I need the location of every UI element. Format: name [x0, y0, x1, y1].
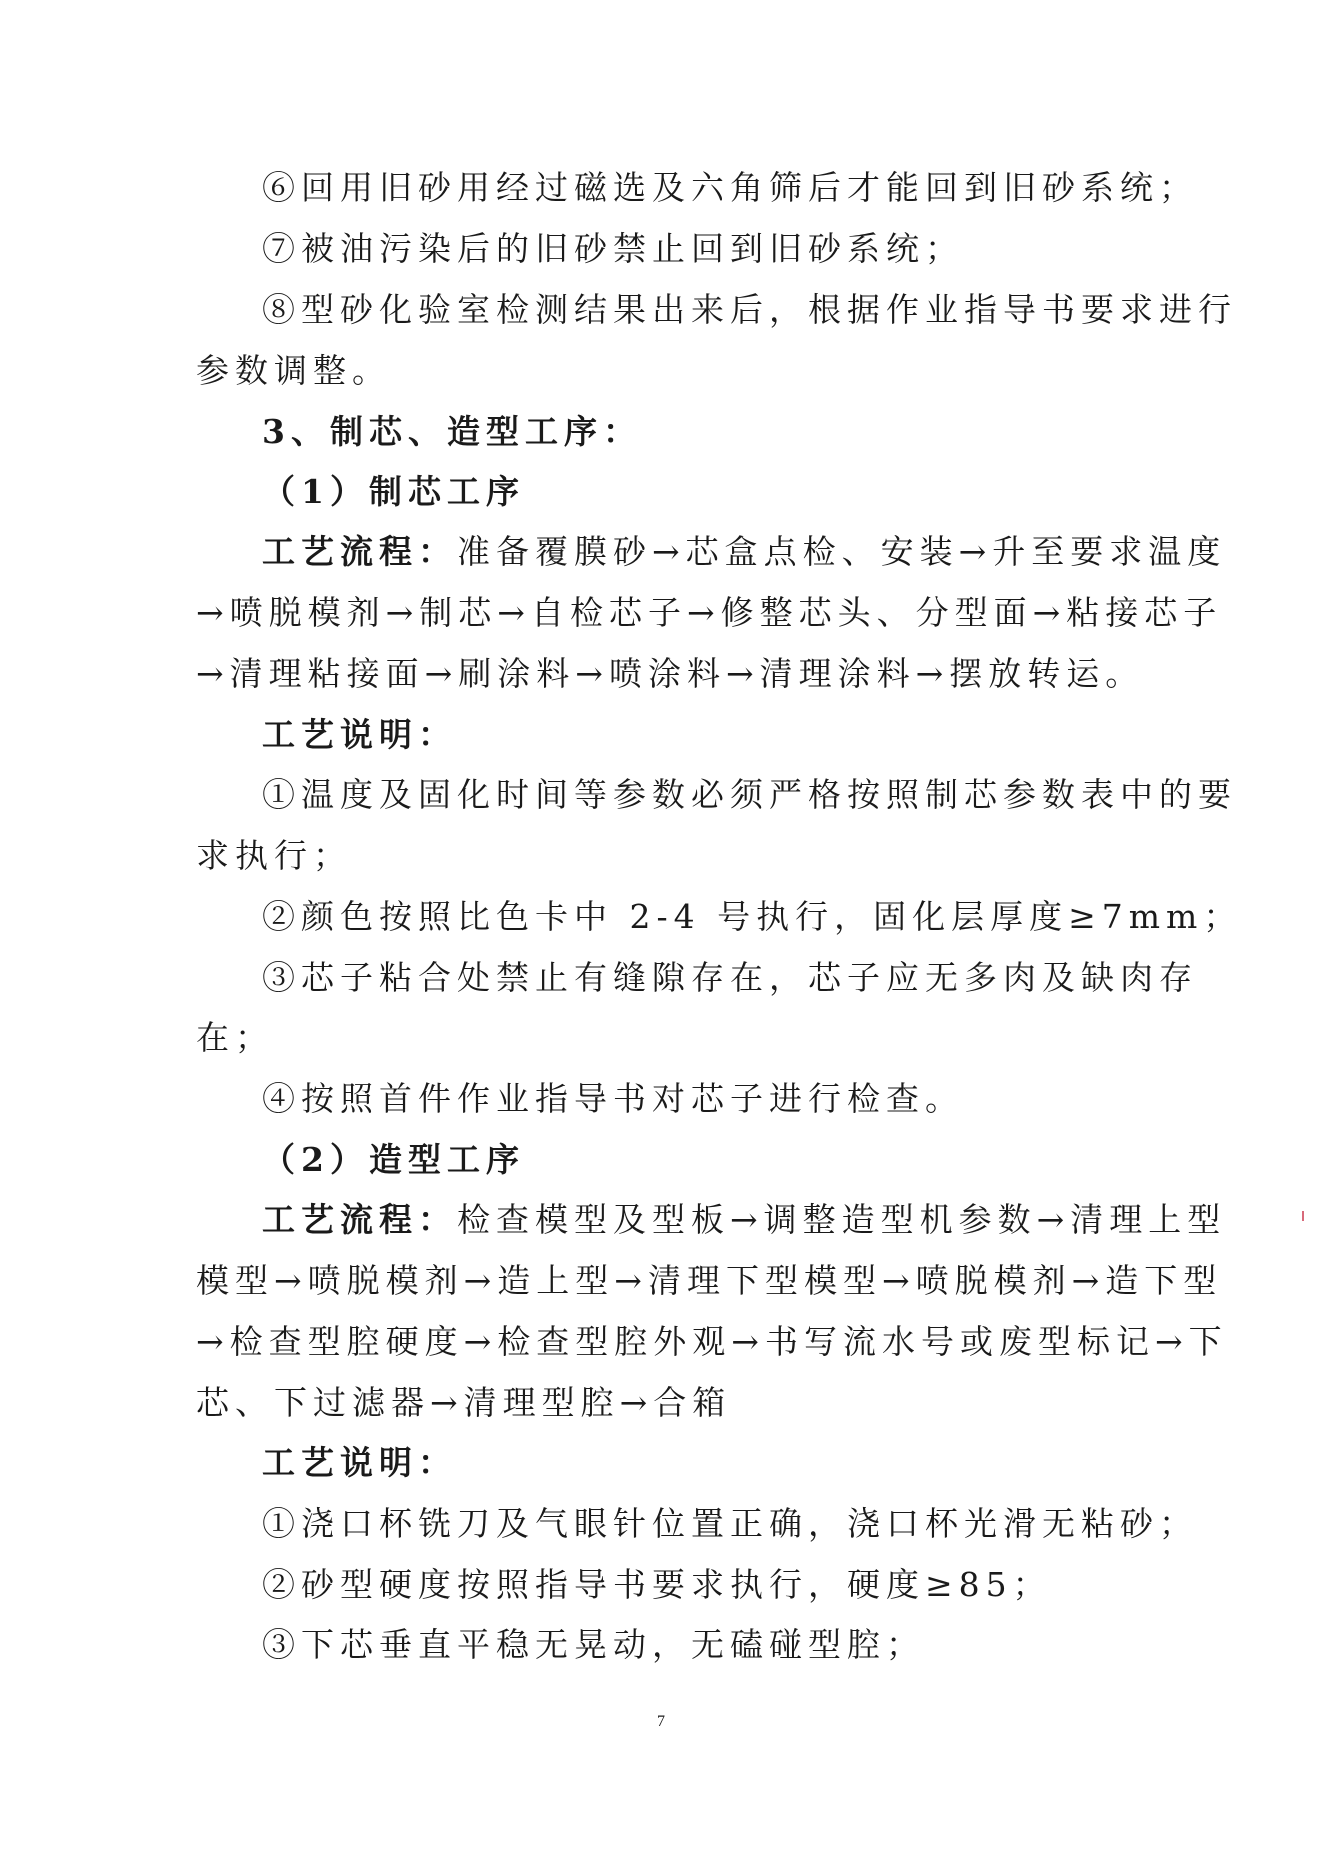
- molding-flow-text: 检查模型及型板→调整造型机参数→清理上型: [457, 1200, 1227, 1239]
- page-number: 7: [657, 1713, 665, 1730]
- core-item-1-continued: 求执行；: [196, 836, 352, 875]
- core-flow-line-3: →清理粘接面→刷涂料→喷涂料→清理涂料→摆放转运。: [196, 654, 1145, 693]
- paragraph-item-6: ⑥回用旧砂用经过磁选及六角筛后才能回到旧砂系统；: [262, 168, 1198, 207]
- core-flow-text: 准备覆膜砂→芯盒点检、安装→升至要求温度: [457, 532, 1227, 571]
- core-flow-line-1: [262, 530, 1226, 574]
- paragraph-item-7: ⑦被油污染后的旧砂禁止回到旧砂系统；: [262, 229, 964, 268]
- core-item-3: ③芯子粘合处禁止有缝隙存在，芯子应无多肉及缺肉存: [262, 958, 1198, 997]
- molding-flow-line-3: →检查型腔硬度→检查型腔外观→书写流水号或废型标记→下: [196, 1322, 1228, 1361]
- core-flow-label: 工艺流程：: [262, 532, 457, 571]
- core-item-1: ①温度及固化时间等参数必须严格按照制芯参数表中的要: [262, 775, 1237, 814]
- subsection-heading-core-making: （1）制芯工序: [262, 472, 525, 511]
- molding-description-label: 工艺说明：: [262, 1443, 457, 1482]
- subsection-heading-molding: （2）造型工序: [262, 1140, 525, 1179]
- paragraph-item-8-continued: 参数调整。: [196, 351, 391, 390]
- core-flow-line-2: →喷脱模剂→制芯→自检芯子→修整芯头、分型面→粘接芯子: [196, 593, 1223, 632]
- scan-artifact-mark: [1302, 1211, 1304, 1221]
- core-description-label: 工艺说明：: [262, 715, 457, 754]
- molding-flow-line-1: [262, 1198, 1226, 1242]
- molding-item-3: ③下芯垂直平稳无晃动，无磕碰型腔；: [262, 1625, 925, 1664]
- core-item-3-continued: 在；: [196, 1018, 274, 1057]
- paragraph-item-8: ⑧型砂化验室检测结果出来后，根据作业指导书要求进行: [262, 290, 1237, 329]
- section-heading: 3、制芯、造型工序：: [262, 412, 642, 451]
- molding-item-1: ①浇口杯铣刀及气眼针位置正确，浇口杯光滑无粘砂；: [262, 1504, 1198, 1543]
- core-item-2: ②颜色按照比色卡中 2-4 号执行，固化层厚度≥7mm；: [262, 897, 1243, 936]
- molding-flow-line-2: 模型→喷脱模剂→造上型→清理下型模型→喷脱模剂→造下型: [196, 1261, 1223, 1300]
- molding-flow-label: 工艺流程：: [262, 1200, 457, 1239]
- molding-item-2: ②砂型硬度按照指导书要求执行，硬度≥85；: [262, 1565, 1052, 1604]
- molding-flow-line-4: 芯、下过滤器→清理型腔→合箱: [196, 1383, 732, 1422]
- core-item-4: ④按照首件作业指导书对芯子进行检查。: [262, 1079, 964, 1118]
